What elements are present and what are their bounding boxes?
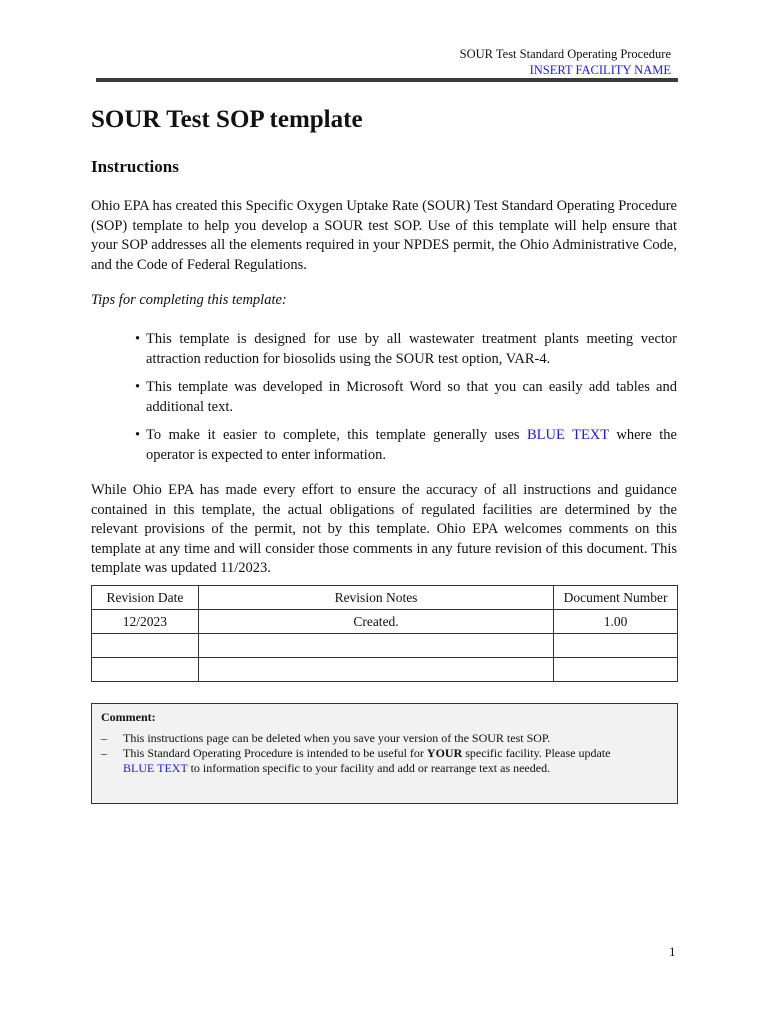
table-cell: 1.00 <box>554 610 678 634</box>
table-cell <box>92 658 199 682</box>
disclaimer-paragraph: While Ohio EPA has made every effort to ensure the accuracy of all instructions and guidance contained in this template, the actual obligations of regulated facilities are determined by the relevant provisions of the permit, not by this template. Ohio EPA welcomes comments on this template at any time and will consider those comments in any future revision of this document. This template was updated 11/2023. <box>91 482 677 576</box>
table-cell: 12/2023 <box>92 610 199 634</box>
list-item <box>124 330 677 369</box>
comment-text: specific facility. Please update <box>462 746 611 760</box>
emphasis-text: YOUR <box>426 746 463 760</box>
bullet-text: This template was developed in Microsoft Word so that you can easily add tables and additional text. <box>146 379 677 415</box>
bullet-text: where the operator is expected to enter information. <box>146 427 677 463</box>
list-item <box>101 746 668 776</box>
tips-heading: Tips for completing this template: <box>91 292 287 308</box>
bullet-icon: • <box>135 331 141 347</box>
intro-paragraph: Ohio EPA has created this Specific Oxygen Uptake Rate (SOUR) Test Standard Operating Procedure (SOP) template to help you develop a SOUR test SOP. Use of this template will help ensure that your SOP addresses all the elements required in your NPDES permit, the Ohio Administrative Code, and the Code of Federal Regulations. <box>91 198 677 273</box>
column-header: Document Number <box>554 586 678 610</box>
tips-list <box>124 330 677 474</box>
blue-text-sample: BLUE TEXT <box>527 427 609 443</box>
table-cell <box>198 658 553 682</box>
table-cell <box>554 634 678 658</box>
bullet-icon: • <box>135 427 141 443</box>
bullet-text: This template is designed for use by all wastewater treatment plants meeting vector attraction reduction for biosolids using the SOUR test option, VAR-4. <box>146 331 677 367</box>
table-cell <box>554 658 678 682</box>
header-facility-name: INSERT FACILITY NAME <box>529 63 671 77</box>
bullet-icon: • <box>135 379 141 395</box>
dash-icon: – <box>101 731 107 745</box>
comment-box <box>91 703 678 804</box>
column-header: Revision Notes <box>198 586 553 610</box>
table-cell <box>92 634 199 658</box>
page-number: 1 <box>669 944 676 959</box>
list-item <box>124 378 677 417</box>
blue-text-sample: BLUE TEXT <box>123 761 188 775</box>
header-rule <box>96 78 678 82</box>
comment-text: to information specific to your facility and add or rearrange text as needed. <box>187 761 551 775</box>
column-header: Revision Date <box>92 586 199 610</box>
table-row <box>92 610 678 634</box>
instructions-heading: Instructions <box>91 157 179 176</box>
list-item <box>124 426 677 465</box>
table-row <box>92 658 678 682</box>
comment-text: This Standard Operating Procedure is intended to be useful for <box>123 746 427 760</box>
revision-table <box>91 585 678 682</box>
comment-title: Comment: <box>101 710 156 724</box>
page-header <box>460 46 671 78</box>
table-cell: Created. <box>198 610 553 634</box>
table-cell <box>198 634 553 658</box>
page-title: SOUR Test SOP template <box>91 106 363 133</box>
list-item <box>101 731 668 746</box>
table-row <box>92 634 678 658</box>
comment-list <box>101 731 668 776</box>
table-header-row <box>92 586 678 610</box>
bullet-text: To make it easier to complete, this template generally uses <box>146 427 528 443</box>
dash-icon: – <box>101 746 107 760</box>
header-doc-title: SOUR Test Standard Operating Procedure <box>459 47 671 61</box>
comment-text: This instructions page can be deleted when you save your version of the SOUR test SOP. <box>123 731 551 745</box>
